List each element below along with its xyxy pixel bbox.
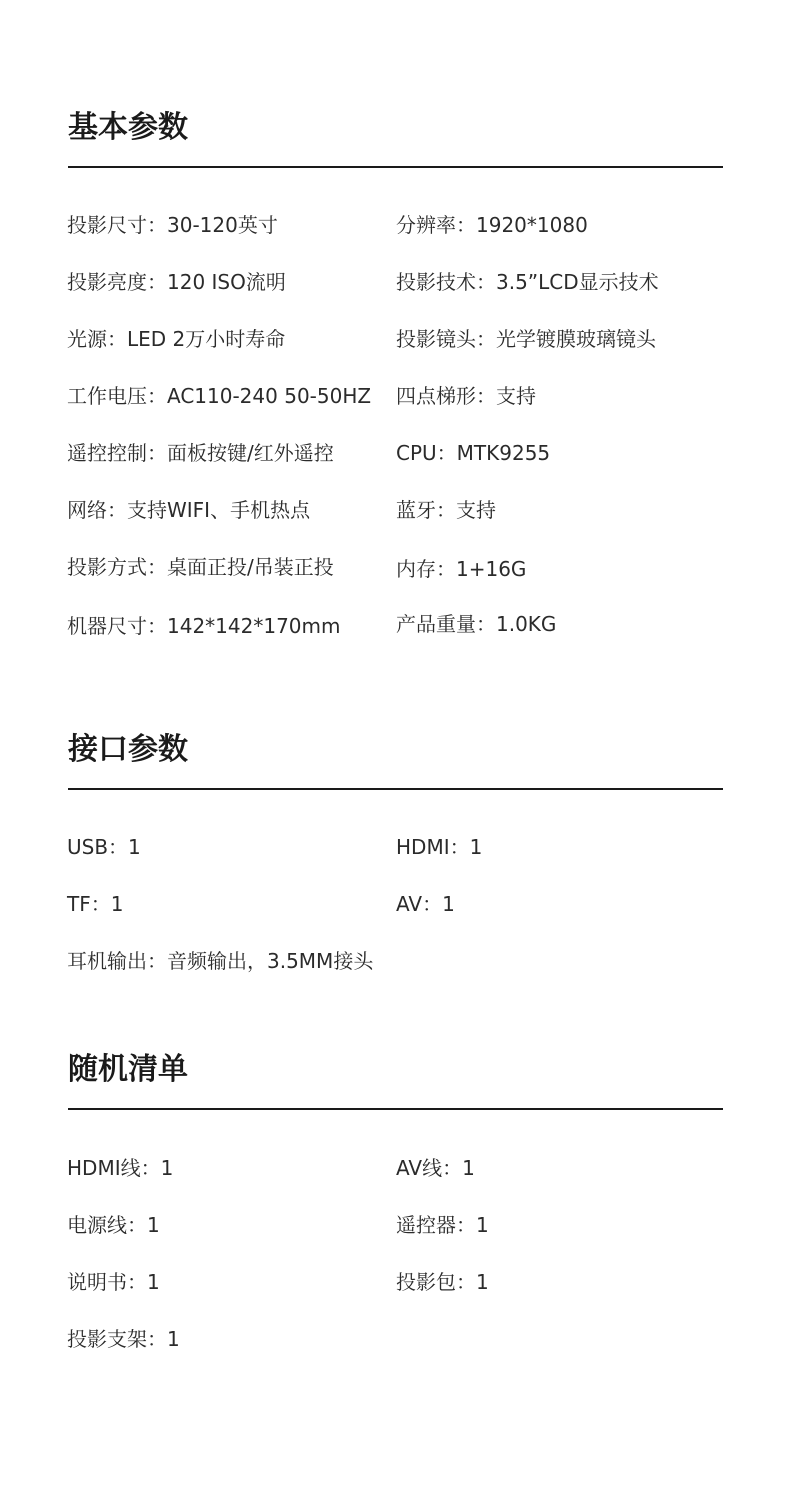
package-item-av-cable: AV线：1 xyxy=(396,1156,475,1180)
spec-memory: 内存：1+16G xyxy=(396,557,527,581)
spec-hdmi: HDMI：1 xyxy=(396,835,483,859)
section-divider-basic xyxy=(68,166,723,168)
package-item-remote: 遥控器：1 xyxy=(396,1213,489,1237)
spec-av: AV：1 xyxy=(396,892,455,916)
spec-cpu: CPU：MTK9255 xyxy=(396,441,551,465)
spec-bluetooth: 蓝牙：支持 xyxy=(396,498,496,522)
spec-weight: 产品重量：1.0KG xyxy=(396,612,557,636)
spec-projection-size: 投影尺寸：30-120英寸 xyxy=(67,213,278,237)
spec-keystone: 四点梯形：支持 xyxy=(396,384,536,408)
spec-lens: 投影镜头：光学镀膜玻璃镜头 xyxy=(396,327,656,351)
spec-remote-control: 遥控控制：面板按键/红外遥控 xyxy=(67,441,334,465)
section-divider-package xyxy=(68,1108,723,1110)
spec-headphone-output: 耳机输出：音频输出，3.5MM接头 xyxy=(67,949,374,973)
section-title-basic: 基本参数 xyxy=(68,110,188,145)
spec-projection-tech: 投影技术：3.5”LCD显示技术 xyxy=(396,270,659,294)
spec-tf: TF：1 xyxy=(67,892,124,916)
spec-projection-mode: 投影方式：桌面正投/吊装正投 xyxy=(67,555,334,579)
section-title-package: 随机清单 xyxy=(68,1052,188,1087)
spec-light-source: 光源：LED 2万小时寿命 xyxy=(67,327,286,351)
spec-resolution: 分辨率：1920*1080 xyxy=(396,213,588,237)
spec-brightness: 投影亮度：120 ISO流明 xyxy=(67,270,286,294)
section-title-interface: 接口参数 xyxy=(68,732,188,767)
package-item-power-cable: 电源线：1 xyxy=(67,1213,160,1237)
spec-network: 网络：支持WIFI、手机热点 xyxy=(67,498,311,522)
spec-voltage: 工作电压：AC110-240 50-50HZ xyxy=(67,384,372,408)
spec-machine-size: 机器尺寸：142*142*170mm xyxy=(67,614,341,638)
package-item-manual: 说明书：1 xyxy=(67,1270,160,1294)
package-item-hdmi-cable: HDMI线：1 xyxy=(67,1156,174,1180)
package-item-bag: 投影包：1 xyxy=(396,1270,489,1294)
spec-usb: USB：1 xyxy=(67,835,141,859)
section-divider-interface xyxy=(68,788,723,790)
package-item-stand: 投影支架：1 xyxy=(67,1327,180,1351)
